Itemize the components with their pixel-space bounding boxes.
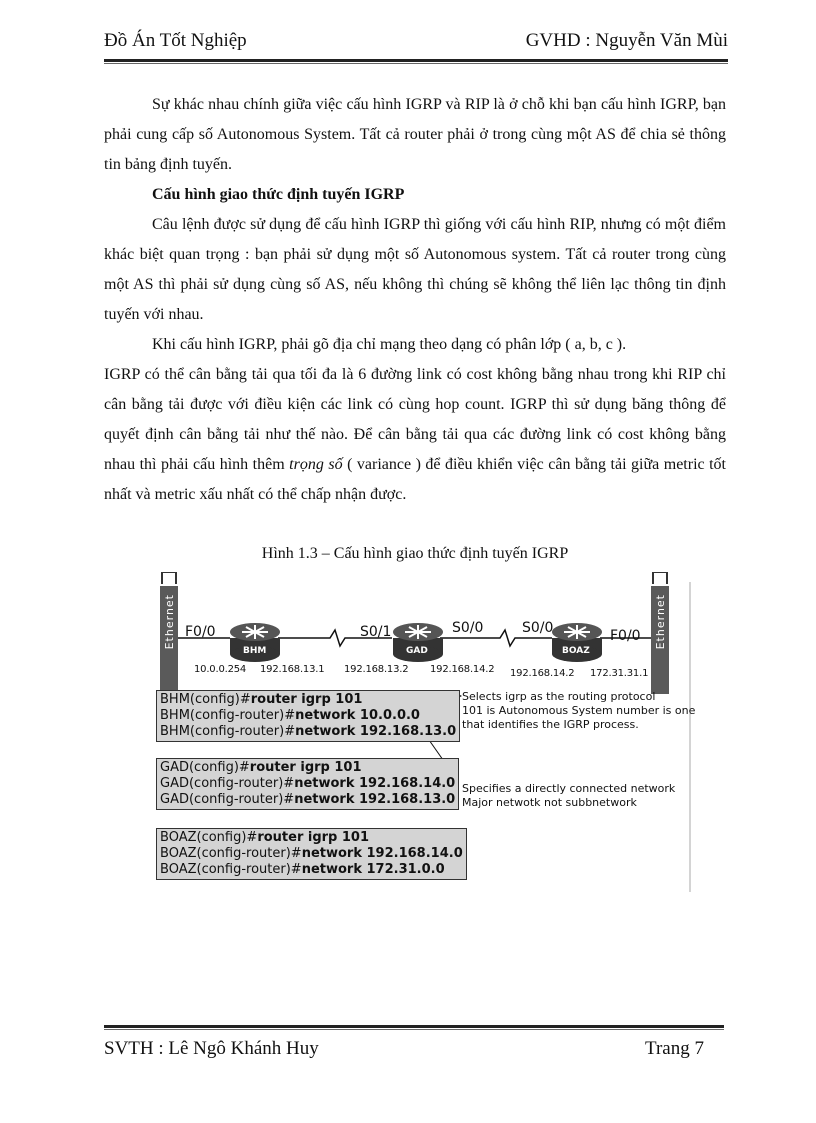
note-connected-network: [462, 782, 675, 810]
footer-rule-thin: [104, 1029, 724, 1030]
header-rule-thin: [104, 63, 728, 64]
note-igrp-process: [462, 690, 695, 732]
footer-rule: [104, 1025, 724, 1028]
bhm-config-line-2: BHM(config-router)#network 10.0.0.0: [160, 708, 420, 723]
ip-label-5: 192.168.14.2: [510, 668, 575, 679]
bhm-config-line-3: BHM(config-router)#network 192.168.13.0: [160, 724, 457, 739]
bhm-config-line-1: BHM(config)#router igrp 101: [160, 692, 363, 707]
note-2-line-1: Specifies a directly connected network: [462, 782, 676, 795]
port-gad-s00: S0/0: [452, 620, 484, 636]
router-bhm-icon: [230, 623, 280, 662]
ethernet-right-cap: [653, 572, 667, 584]
bhm-config-box: [156, 690, 460, 742]
gad-config-line-3: GAD(config-router)#network 192.168.13.0: [160, 792, 456, 807]
note-2-line-2: Major netwotk not subbnetwork: [462, 796, 637, 809]
paragraph-3a: Khi cấu hình IGRP, phải gõ địa chỉ mạng theo dạng có phân lớp ( a, b, c ).: [152, 336, 627, 353]
paragraph-3b-end: ( variance ) để điều khiển việc cân bằng tải giữa metric tốt nhất và metric xấu nhất có thể chấp nhận được.: [104, 456, 727, 503]
paragraph-3b: [104, 360, 726, 510]
network-diagram: [150, 572, 700, 902]
port-boaz-s00: S0/0: [522, 620, 554, 636]
body-text: [104, 90, 726, 510]
port-bhm-f00: F0/0: [185, 624, 216, 640]
paragraph-1: Sự khác nhau chính giữa việc cấu hình IGRP và RIP là ở chỗ khi bạn cấu hình IGRP, bạn phải cung cấp số Autonomous System. Tất cả router phải ở trong cùng một AS để chia sẻ thông tin bảng định tuyến.: [104, 96, 726, 173]
port-gad-s01: S0/1: [360, 624, 392, 640]
header-rule: [104, 59, 728, 62]
footer-page-number: Trang 7: [645, 1038, 704, 1059]
ip-label-2: 192.168.13.1: [260, 664, 325, 675]
gad-config-line-1: GAD(config)#router igrp 101: [160, 760, 362, 775]
router-gad-icon: [393, 623, 443, 662]
router-boaz-icon: [552, 623, 602, 662]
footer-author: SVTH : Lê Ngô Khánh Huy: [104, 1038, 319, 1059]
router-gad-name: GAD: [406, 646, 428, 656]
header-advisor: GVHD : Nguyễn Văn Mùi: [525, 30, 728, 51]
boaz-config-line-1: BOAZ(config)#router igrp 101: [160, 830, 370, 845]
ethernet-right-label: Ethernet: [654, 594, 667, 650]
paragraph-3b-italic: trọng số: [289, 456, 343, 473]
page-footer: [104, 1038, 704, 1066]
paragraph-3b-start: IGRP có thể cân bằng tải qua tối đa là 6 đường link có cost không bằng nhau trong khi RIP chỉ cân bằng tải được với điều kiện các link có cùng hop count. IGRP thì sử dụng băng thông để quyết định cân bằng tải như thế nào. Để cân bằng tải qua các đường link có cost không bằng nhau thì phải cấu hình thêm: [104, 366, 726, 473]
paragraph-2: Câu lệnh được sử dụng để cấu hình IGRP thì giống với cấu hình RIP, nhưng có một điểm khác biệt quan trọng : bạn phải sử dụng một số Autonomous system. Tất cả router trong cùng một AS thì phải sử dụng cùng số AS, nếu không thì chúng sẽ không thể liên lạc thông tin định tuyến với nhau.: [104, 216, 726, 323]
note-1-line-3: that identifies the IGRP process.: [462, 718, 639, 731]
note-1-line-2: 101 is Autonomous System number is one: [462, 704, 696, 717]
note-1-line-1: Selects igrp as the routing protocol: [462, 690, 656, 703]
header-title: Đồ Án Tốt Nghiệp: [104, 30, 247, 51]
figure-caption: Hình 1.3 – Cấu hình giao thức định tuyến IGRP: [261, 545, 569, 562]
gad-config-box: [156, 758, 459, 810]
page-header: [104, 30, 728, 60]
section-heading: Cấu hình giao thức định tuyến IGRP: [152, 186, 405, 203]
ip-label-4: 192.168.14.2: [430, 664, 495, 675]
router-bhm-name: BHM: [243, 646, 267, 656]
router-boaz-name: BOAZ: [562, 646, 590, 656]
ip-label-3: 192.168.13.2: [344, 664, 409, 675]
port-boaz-f00: F0/0: [610, 628, 641, 644]
boaz-config-line-2: BOAZ(config-router)#network 192.168.14.0: [160, 846, 463, 861]
boaz-config-line-3: BOAZ(config-router)#network 172.31.0.0: [160, 862, 445, 877]
ip-label-1: 10.0.0.254: [194, 664, 247, 675]
ip-label-6: 172.31.31.1: [590, 668, 649, 679]
boaz-config-box: [156, 828, 467, 880]
ethernet-left-label: Ethernet: [163, 594, 176, 650]
ethernet-left-cap: [162, 572, 176, 584]
gad-config-line-2: GAD(config-router)#network 192.168.14.0: [160, 776, 456, 791]
